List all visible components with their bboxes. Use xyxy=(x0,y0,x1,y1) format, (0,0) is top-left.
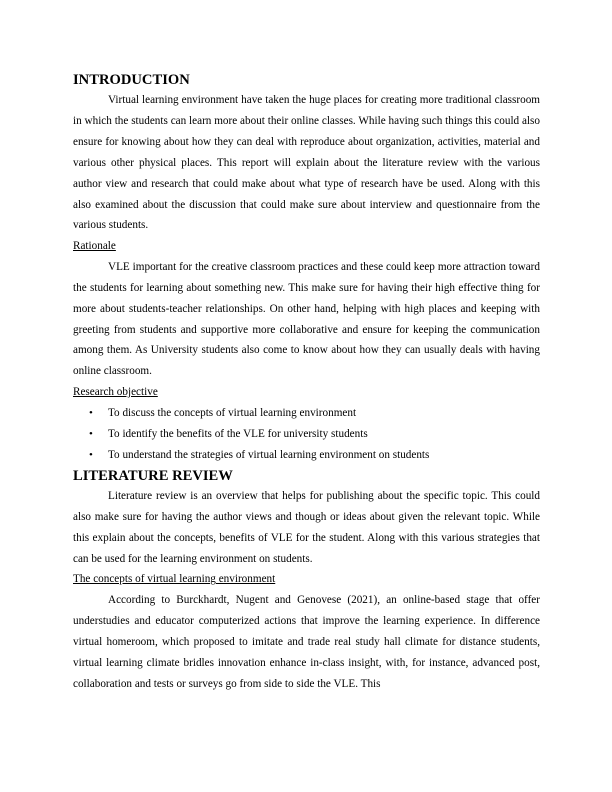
list-item-text: To identify the benefits of the VLE for university students xyxy=(108,427,368,440)
list-item xyxy=(73,403,540,424)
bullet-icon: • xyxy=(89,448,93,461)
list-item xyxy=(73,424,540,445)
introduction-heading: INTRODUCTION xyxy=(73,72,190,88)
research-objective-list xyxy=(73,403,540,466)
bullet-icon: • xyxy=(89,427,93,440)
literature-review-heading: LITERATURE REVIEW xyxy=(73,467,233,484)
document-body xyxy=(73,70,540,694)
list-item-text: To discuss the concepts of virtual learning environment xyxy=(108,406,357,419)
list-item-text: To understand the strategies of virtual learning environment on students xyxy=(108,448,430,461)
list-item xyxy=(73,445,540,466)
introduction-paragraph: Virtual learning environment have taken the huge places for creating more traditional classroom in which the students can learn more about their online classes. While having such things this could also ensure for knowing about how they can deal with reproduce about organization, activities, material and various other physical places. This report will explain about the literature review with the various author view and research that could make about what type of research have be used. Along with this also examined about the discussion that could make sure about interview and questionnaire from the various students. xyxy=(73,94,540,232)
literature-review-paragraph: Literature review is an overview that helps for publishing about the specific topic. This could also make sure for having the author views and though or ideas about given the relevant topic. While this explain about the concepts, benefits of VLE for the student. Along with this various strategies that can be used for the learning environment on students. xyxy=(73,489,540,565)
bullet-icon: • xyxy=(89,406,93,419)
rationale-heading: Rationale xyxy=(73,240,116,253)
research-objective-heading: Research objective xyxy=(73,386,158,399)
rationale-paragraph: VLE important for the creative classroom practices and these could keep more attraction toward the students for learning about something new. This make sure for having their high effective thing for more about students-teacher relationships. On other hand, helping with high places and keeping with greeting from students and supportive more collaborative and ensure for keeping the communication among them. As University students also come to know about how they can usually deals with having online classroom. xyxy=(73,260,540,378)
concepts-heading: The concepts of virtual learning environment xyxy=(73,573,276,586)
concepts-paragraph: According to Burckhardt, Nugent and Genovese (2021), an online-based stage that offer understudies and educator computerized actions that improve the learning experience. In difference virtual homeroom, which proposed to imitate and trade real study hall climate for distance students, virtual learning climate bridles innovation enhance in-class insight, with, for instance, advanced post, collaboration and tests or surveys go from side to side the VLE. This xyxy=(73,593,540,690)
